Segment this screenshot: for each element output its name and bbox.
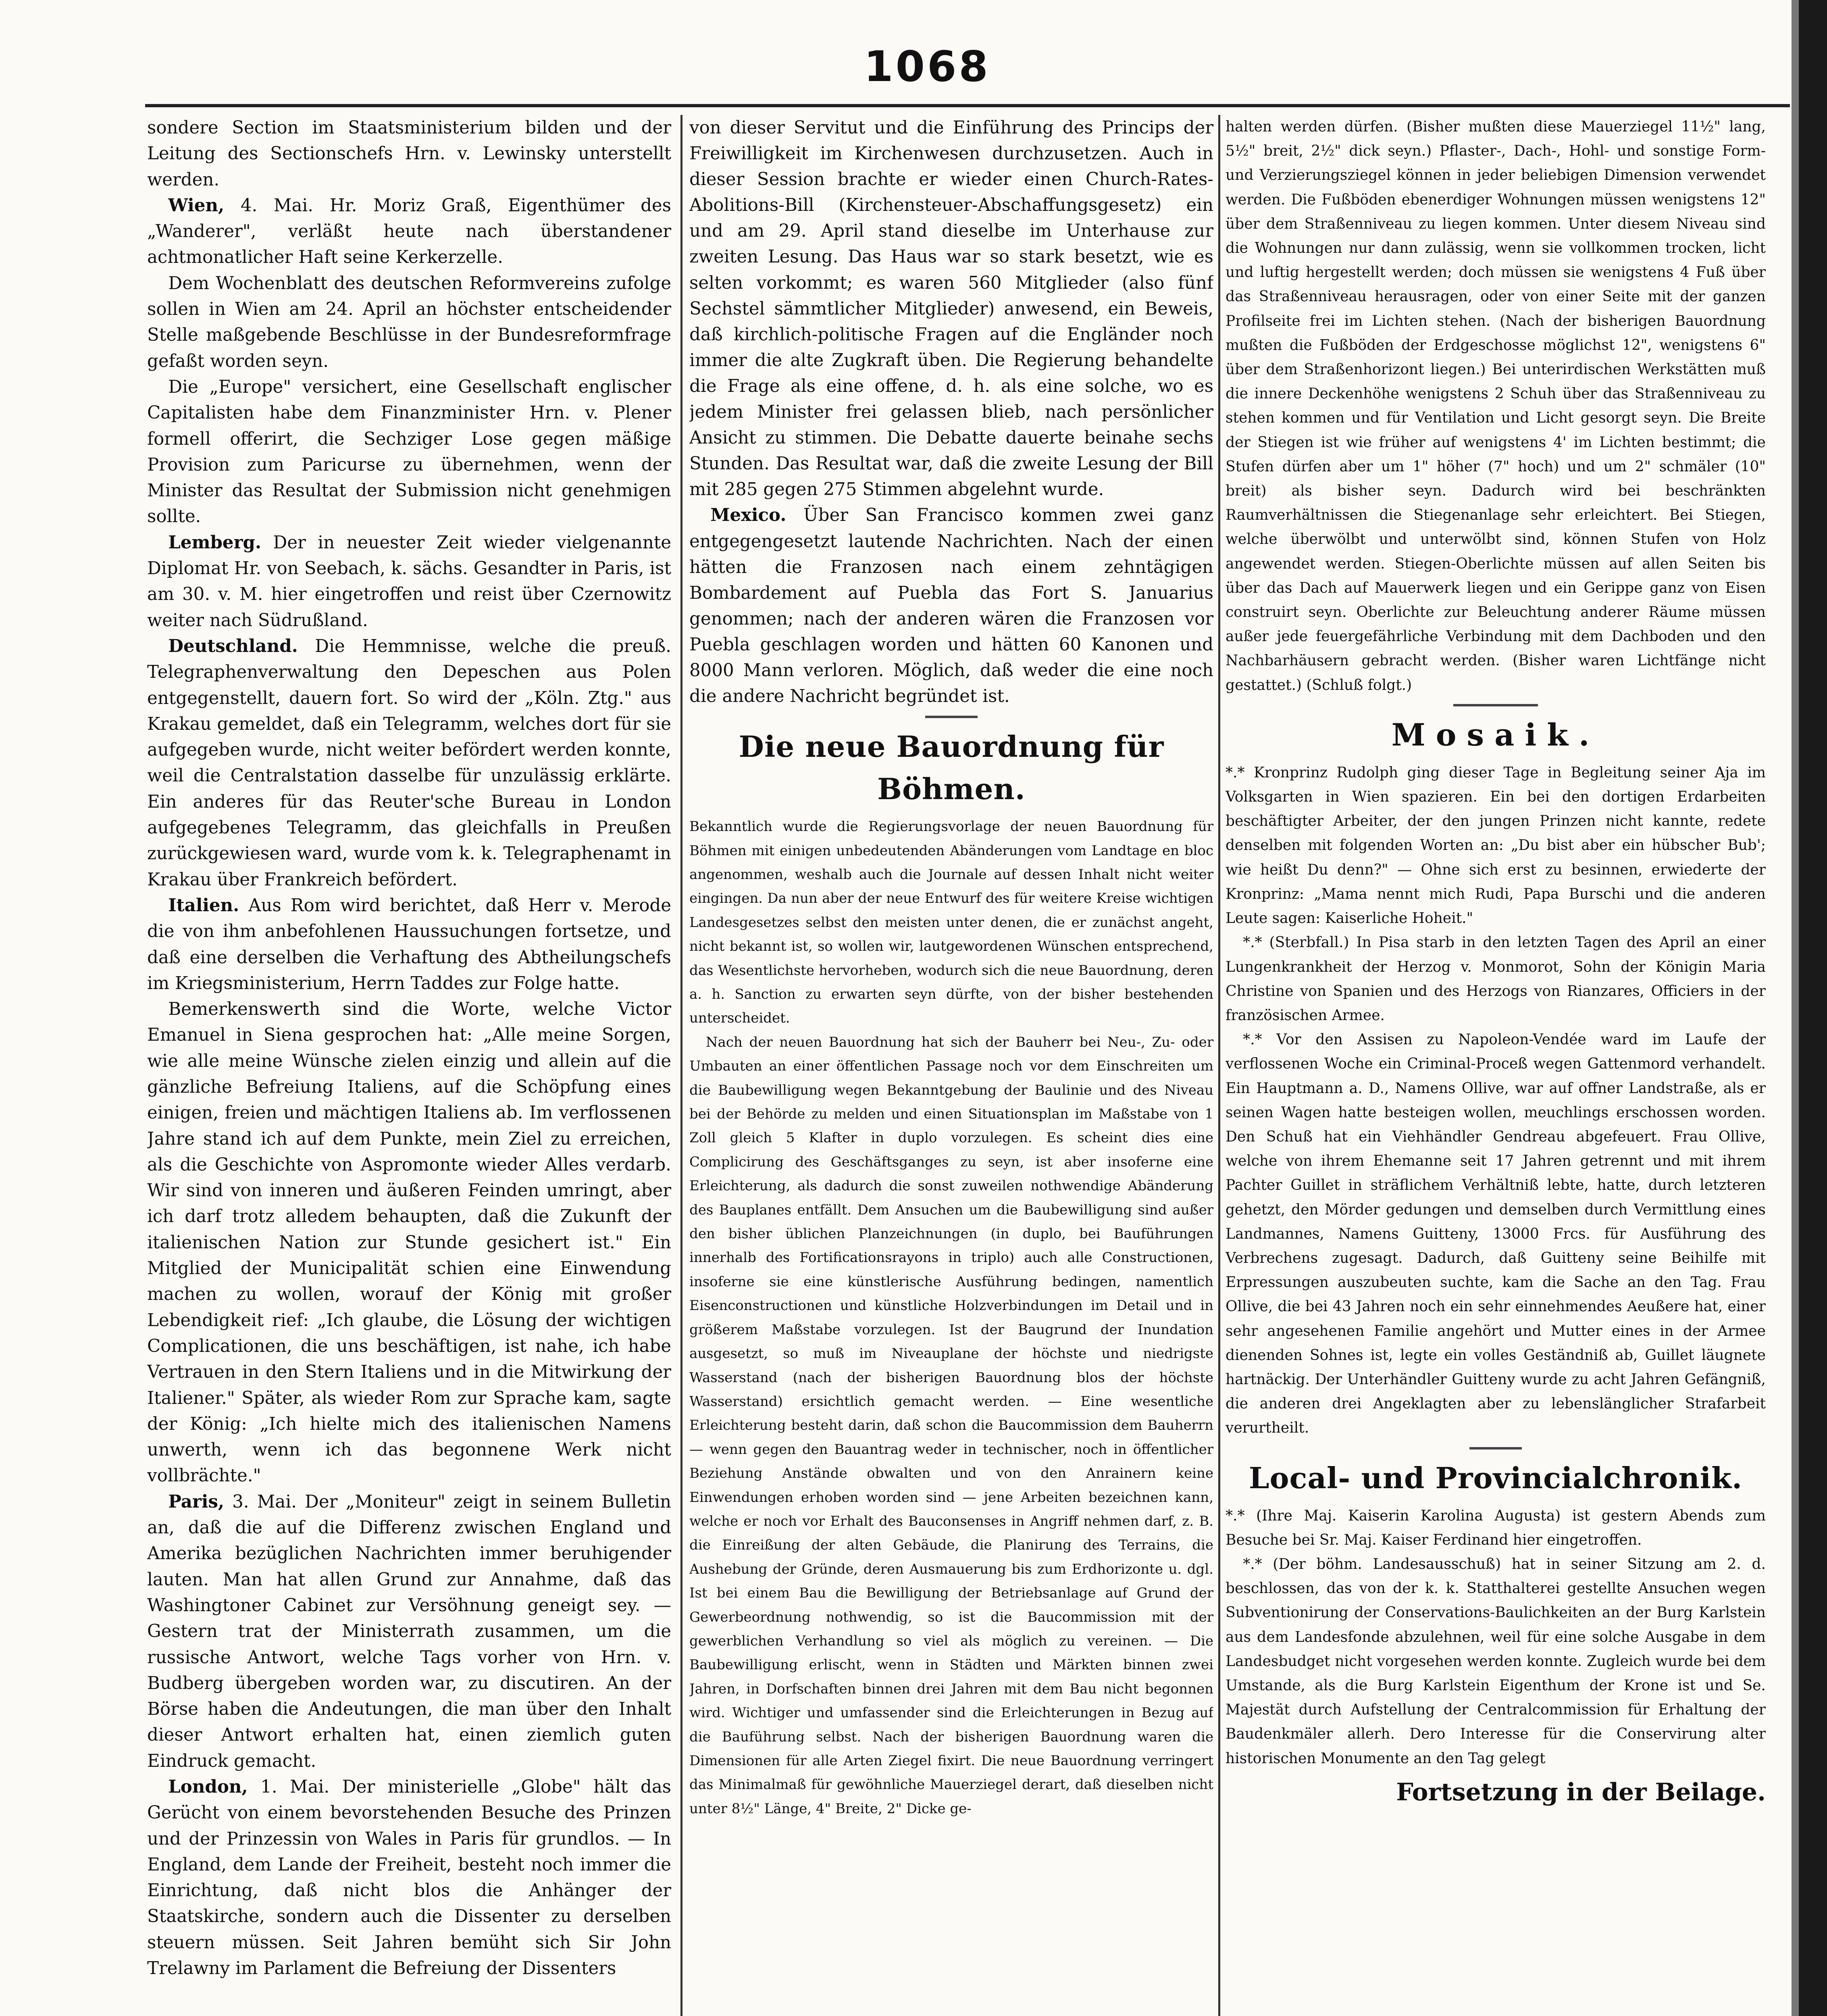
separator-rule xyxy=(1453,704,1538,706)
place-heading: London, xyxy=(168,1776,248,1797)
paragraph: *.* (Sterbfall.) In Pisa starb in den letzten Tagen des April an einer Lungenkrankheit der Herzog v. Monmorot, Sohn der Königin Maria Christine von Spanien und des Herzogs von Rianzares, Officiers in der französischen Armee. xyxy=(1226,934,1766,1024)
paragraph: *.* (Ihre Maj. Kaiserin Karolina Augusta) ist gestern Abends zum Besuche bei Sr. Maj. Kaiser Ferdinand hier eingetroffen. xyxy=(1226,1507,1766,1548)
separator-rule xyxy=(925,716,978,718)
header-rule xyxy=(145,104,1790,107)
paragraph: Wien, 4. Mai. Hr. Moriz Graß, Eigenthümer des „Wanderer", verläßt heute nach überstandener achtmonatlicher Haft seine Kerkerzelle. xyxy=(147,195,671,268)
paragraph: Nach der neuen Bauordnung hat sich der Bauherr bei Neu-, Zu- oder Umbauten an einer öffentlichen Passage noch vor dem Einschreiten um die Baubewilligung wegen Bekanntgebung der Baulinie und des Niveau bei der Behörde zu melden und einen Situationsplan im Maßstabe von 1 Zoll gleich 5 Klafter in duplo vorzulegen. Es scheint dies eine Complicirung des Geschäftsganges zu seyn, ist aber insoferne eine Erleichterung, als dadurch die sonst zuweilen nothwendige Abänderung des Bauplanes entfällt. Dem Ansuchen um die Baubewilligung sind außer den bisher üblichen Planzeichnungen (in duplo, bei Bauführungen innerhalb des Fortificationsrayons in triplo) auch alle Constructionen, insoferne sie eine künstlerische Ausführung bedingen, namentlich Eisenconstructionen und künstliche Holzverbindungen im Detail und in größerem Maßstabe vorzulegen. Ist der Baugrund der Inundation ausgesetzt, so muß im Niveauplane der höchste und niedrigste Wasserstand (nach der bisherigen Bauordnung blos der höchste Wasserstand) ersichtlich gemacht werden. — Eine wesentliche Erleichterung besteht darin, daß schon die Baucommission dem Bauherrn — wenn gegen den Bauantrag weder in technischer, noch in öffentlicher Beziehung Anstände obwalten und von den Anrainern keine Einwendungen erhoben worden sind — jene Arbeiten bezeichnen kann, welche er noch vor Erhalt des Bauconsenses in Angriff nehmen darf, z. B. die Einreißung der alten Gebäude, die Planirung des Terrains, die Aushebung der Gründe, deren Ausmauerung bis zum Erdhorizonte u. dgl. Ist bei einem Bau die Bewilligung der Betriebsanlage auf Grund der Gewerbeordnung nothwendig, so ist die Baucommission mit der gewerblichen Verhandlung so viel als möglich zu vereinen. — Die Baubewilligung erlischt, wenn in Städten und Märkten binnen zwei Jahren, in Dorfschaften binnen drei Jahren mit dem Bau nicht begonnen wird. Wichtiger und umfassender sind die Erleichterungen in Bezug auf die Bauführung selbst. Nach der bisherigen Bauordnung waren die Dimensionen für alle Arten Ziegel fixirt. Die neue Bauordnung verringert das Minimalmaß für gewöhnliche Mauerziegel derart, daß dieselben nicht unter 8½" Länge, 4" Breite, 2" Dicke ge- xyxy=(689,1034,1213,1817)
local-chronicle-title: Local- und Provincialchronik. xyxy=(1249,1460,1743,1495)
paragraph: *.* (Der böhm. Landesausschuß) hat in seiner Sitzung am 2. d. beschlossen, das von der k. k. Statthalterei gestellte Ansuchen wegen Subventionirung der Conservations-Baulichkeiten an der Burg Karlstein aus dem Landesfonde abzulehnen, weil für eine solche Ausgabe in dem Landesbudget nicht vorgesehen werden konnte. Zugleich wurde bei dem Umstande, als die Burg Karlstein Eigenthum der Krone ist und Se. Majestät durch Aufstellung der Centralcommission für Erhaltung der Baudenkmäler allerh. Dero Interesse für die Conservirung alter historischen Monumente an den Tag gelegt xyxy=(1226,1556,1766,1767)
column-3 xyxy=(1226,115,1766,2016)
paragraph: London, 1. Mai. Der ministerielle „Globe" hält das Gerücht von einem bevorstehenden Besuche des Prinzen und der Prinzessin von Wales in Paris für grundlos. — In England, dem Lande der Freiheit, besteht noch immer die Einrichtung, daß nicht blos die Anhänger der Staatskirche, sondern auch die Dissenter zu derselben steuern müssen. Seit Jahren bemüht sich Sir John Trelawny im Parlament die Befreiung der Dissenters xyxy=(147,1776,671,1979)
paragraph: Lemberg. Der in neuester Zeit wieder vielgenannte Diplomat Hr. von Seebach, k. sächs. Gesandter in Paris, ist am 30. v. M. hier eingetroffen und reist über Czernowitz weiter nach Südrußland. xyxy=(147,532,671,631)
paragraph: Die „Europe" versichert, eine Gesellschaft englischer Capitalisten habe dem Finanzminister Hrn. v. Plener formell offerirt, die Sechziger Lose gegen mäßige Provision zum Paricurse zu übernehmen, wenn der Minister das Resultat der Submission nicht genehmigen sollte. xyxy=(147,377,671,527)
paragraph: Paris, 3. Mai. Der „Moniteur" zeigt in seinem Bulletin an, daß die auf die Differenz zwischen England und Amerika bezüglichen Nachrichten immer beruhigender lauten. Man hat allen Grund zur Annahme, daß das Washingtoner Cabinet zur Versöhnung geneigt sey. — Gestern trat der Ministerrath zusammen, um die russische Antwort, welche Tags vorher von Hrn. v. Budberg übergeben worden war, zu discutiren. An der Börse haben die Andeutungen, die man über den Inhalt dieser Antwort erhalten hat, einen ziemlich guten Eindruck gemacht. xyxy=(147,1491,671,1771)
paragraph: Bemerkenswerth sind die Worte, welche Victor Emanuel in Siena gesprochen hat: „Alle meine Sorgen, wie alle meine Wünsche zielen einzig und allein auf die gänzliche Befreiung Italiens, auf die Schöpfung eines einigen, freien und mächtigen Italiens ab. Im verflossenen Jahre stand ich auf dem Punkte, mein Ziel zu erreichen, als die Geschichte von Aspromonte wieder Alles verdarb. Wir sind von inneren und äußeren Feinden umringt, aber ich darf trotz alledem behaupten, daß die Zukunft der italienischen Nation zur Stunde gesichert ist." Ein Mitglied der Municipalität schien eine Einwendung machen zu wollen, worauf der König mit großer Lebendigkeit rief: „Ich glaube, die Lösung der wichtigen Complicationen, die uns beschäftigen, ist nahe, ich habe Vertrauen in den Stern Italiens und in die Mitwirkung der Italiener." Später, als wieder Rom zur Sprache kam, sagte der König: „Ich hielte mich des italienischen Namens unwerth, wenn ich das begonnene Werk nicht vollbrächte." xyxy=(147,999,671,1486)
place-heading: Lemberg. xyxy=(168,532,262,553)
page-number: 1068 xyxy=(864,42,990,91)
article-title: Die neue Bauordnung für Böhmen. xyxy=(739,729,1164,806)
paragraph: Italien. Aus Rom wird berichtet, daß Herr v. Merode die von ihm anbefohlenen Haussuchungen fortsetze, und daß eine derselben die Verhaftung des Abtheilungschefs im Kriegsministerium, Herrn Taddes zur Folge hatte. xyxy=(147,895,671,993)
place-heading: Paris, xyxy=(168,1491,224,1512)
column-1 xyxy=(147,115,671,2016)
place-heading: Italien. xyxy=(168,895,239,916)
scan-edge-shadow xyxy=(1792,0,1799,2016)
place-heading: Mexico. xyxy=(710,505,787,526)
column-divider xyxy=(1218,115,1220,2016)
mosaik-title: Mosaik. xyxy=(1391,716,1600,753)
paragraph: Deutschland. Die Hemmnisse, welche die preuß. Telegraphenverwaltung den Depeschen aus Polen entgegenstellt, dauern fort. So wird der „Köln. Ztg." aus Krakau gemeldet, daß ein Telegramm, welches dort für sie aufgegeben wurde, nicht weiter befördert werden konnte, weil die Centralstation dasselbe für unzulässig erklärte. Ein anderes für das Reuter'sche Bureau in London aufgegebenes Telegramm, das gleichfalls in Preußen zurückgewiesen ward, wurde vom k. k. Telegraphenamt in Krakau über Frankreich befördert. xyxy=(147,635,671,890)
continued-note: Fortsetzung in der Beilage. xyxy=(1396,1778,1766,1806)
place-heading: Wien, xyxy=(168,195,225,216)
paragraph: von dieser Servitut und die Einführung des Princips der Freiwilligkeit im Kirchenwesen durchzusetzen. Auch in dieser Session brachte er wieder einen Church-Rates-Abolitions-Bill (Kirchensteuer-Abschaffungsgesetz) ein und am 29. April stand dieselbe im Unterhause zur zweiten Lesung. Das Haus war so stark besetzt, wie es selten vorkommt; es waren 560 Mitglieder (also fünf Sechstel sämmtlicher Mitglieder) anwesend, ein Beweis, daß kirchlich-politische Fragen auf die Engländer noch immer die alte Zugkraft üben. Die Regierung behandelte die Frage als eine offene, d. h. als eine solche, wo es jedem Minister frei gelassen blieb, nach persönlicher Ansicht zu stimmen. Die Debatte dauerte beinahe sechs Stunden. Das Resultat war, daß die zweite Lesung der Bill mit 285 gegen 275 Stimmen abgelehnt wurde. xyxy=(689,118,1213,500)
column-2 xyxy=(689,115,1213,2016)
paragraph: halten werden dürfen. (Bisher mußten diese Mauerziegel 11½" lang, 5½" breit, 2½" dick seyn.) Pflaster-, Dach-, Hohl- und sonstige Form- und Verzierungsziegel können in jeder beliebigen Dimension verwendet werden. Die Fußböden ebenerdiger Wohnungen müssen wenigstens 12" über dem Straßenniveau zu liegen kommen. Unter diesem Niveau sind die Wohnungen nur dann zulässig, wenn sie vollkommen trocken, licht und luftig hergestellt werden; doch müssen sie wenigstens 4 Fuß über das Straßenniveau herausragen, oder von einer Seite mit der ganzen Profilseite frei im Lichten stehen. (Nach der bisherigen Bauordnung mußten die Fußböden der Erdgeschosse möglichst 12", wenigstens 6" über dem Straßenhorizont liegen.) Bei unterirdischen Werkstätten muß die innere Deckenhöhe wenigstens 2 Schuh über das Straßenniveau zu stehen kommen und für Ventilation und Licht gesorgt seyn. Die Breite der Stiegen ist wie früher auf wenigstens 4' im Lichten bestimmt; die Stufen dürfen aber um 1" höher (7" hoch) und um 2" schmäler (10" breit) als bisher seyn. Dadurch wird bei beschränkten Raumverhältnissen die Stiegenanlage sehr erleichtert. Bei Stiegen, welche überwölbt und unterwölbt sind, können Stufen von Holz angewendet werden. Stiegen-Oberlichte müssen auf allen Seiten bis über das Dach auf Mauerwerk liegen und ein Gerippe ganz von Eisen construirt seyn. Oberlichte zur Beleuchtung anderer Räume müssen außer jede feuergefährliche Verbindung mit dem Dachboden und den Nachbarhäusern gebracht werden. (Bisher waren Lichtfänge nicht gestattet.) (Schluß folgt.) xyxy=(1226,119,1766,694)
separator-rule xyxy=(1469,1447,1522,1450)
paragraph: *.* Vor den Assisen zu Napoleon-Vendée ward im Laufe der verflossenen Woche ein Criminal-Proceß wegen Gattenmord verhandelt. Ein Hauptmann a. D., Namens Ollive, war auf offner Landstraße, als er seinen Wagen hatte besteigen wollen, meuchlings erschossen worden. Den Schuß hat ein Viehhändler Gendreau abgefeuert. Frau Ollive, welche von ihrem Ehemanne seit 17 Jahren getrennt und mit ihrem Pachter Guillet in sträflichem Verhältniß lebte, hatte, durch letzteren gehetzt, den Mörder gedungen und demselben durch Vermittlung eines Landmannes, Namens Guitteny, 13000 Frcs. für Ausführung des Verbrechens zugesagt. Dadurch, daß Guitteny seine Beihilfe mit Erpressungen auszubeuten suchte, kam die Sache an den Tag. Frau Ollive, die bei 43 Jahren noch ein sehr einnehmendes Aeußere hat, einer sehr angesehenen Familie angehört und Mutter eines in der Armee dienenden Sohnes ist, legte ein volles Geständniß ab, Guillet läugnete hartnäckig. Der Unterhändler Guitteny wurde zu acht Jahren Gefängniß, die anderen drei Angeklagten aber zu lebenslänglicher Strafarbeit verurtheilt. xyxy=(1226,1031,1766,1437)
paragraph: Dem Wochenblatt des deutschen Reformvereins zufolge sollen in Wien am 24. April an höchster entscheidender Stelle maßgebende Beschlüsse in der Bundesreformfrage gefaßt worden seyn. xyxy=(147,273,671,371)
scan-edge xyxy=(1799,0,1827,2016)
column-divider xyxy=(680,115,683,2016)
paragraph: *.* Kronprinz Rudolph ging dieser Tage in Begleitung seiner Aja im Volksgarten in Wien spazieren. Ein bei den dortigen Erdarbeiten beschäftigter Arbeiter, der den jungen Prinzen nicht kannte, redete denselben mit folgenden Worten an: „Du bist aber ein hübscher Bub'; wie heißt Du denn?" — Ohne sich erst zu besinnen, erwiederte der Kronprinz: „Mama nennt mich Rudi, Papa Burschi und die anderen Leute sagen: Kaiserliche Hoheit." xyxy=(1226,764,1766,927)
paragraph: Bekanntlich wurde die Regierungsvorlage der neuen Bauordnung für Böhmen mit einigen unbedeutenden Abänderungen vom Landtage en bloc angenommen, weshalb auch die Journale auf dessen Inhalt nicht weiter eingingen. Da nun aber der neue Entwurf des für weitere Kreise wichtigen Landesgesetzes selbst den meisten unter denen, die er zunächst angeht, nicht bekannt ist, so wollen wir, lautgewordenen Wünschen entsprechend, das Wesentlichste hervorheben, wodurch sich die neue Bauordnung, deren a. h. Sanction zu erwarten seyn dürfte, von der bisher bestehenden unterscheidet. xyxy=(689,818,1213,1027)
place-heading: Deutschland. xyxy=(168,635,298,656)
paragraph: sondere Section im Staatsministerium bilden und der Leitung des Sectionschefs Hrn. v. Lewinsky unterstellt werden. xyxy=(147,118,671,190)
paragraph: Mexico. Über San Francisco kommen zwei ganz entgegengesetzt lautende Nachrichten. Nach der einen hätten die Franzosen nach einem zehntägigen Bombardement auf Puebla das Fort S. Januarius genommen; nach der anderen wären die Franzosen vor Puebla geschlagen worden und hätten 60 Kanonen und 8000 Mann verloren. Möglich, daß weder die eine noch die andere Nachricht begründet ist. xyxy=(689,505,1213,707)
